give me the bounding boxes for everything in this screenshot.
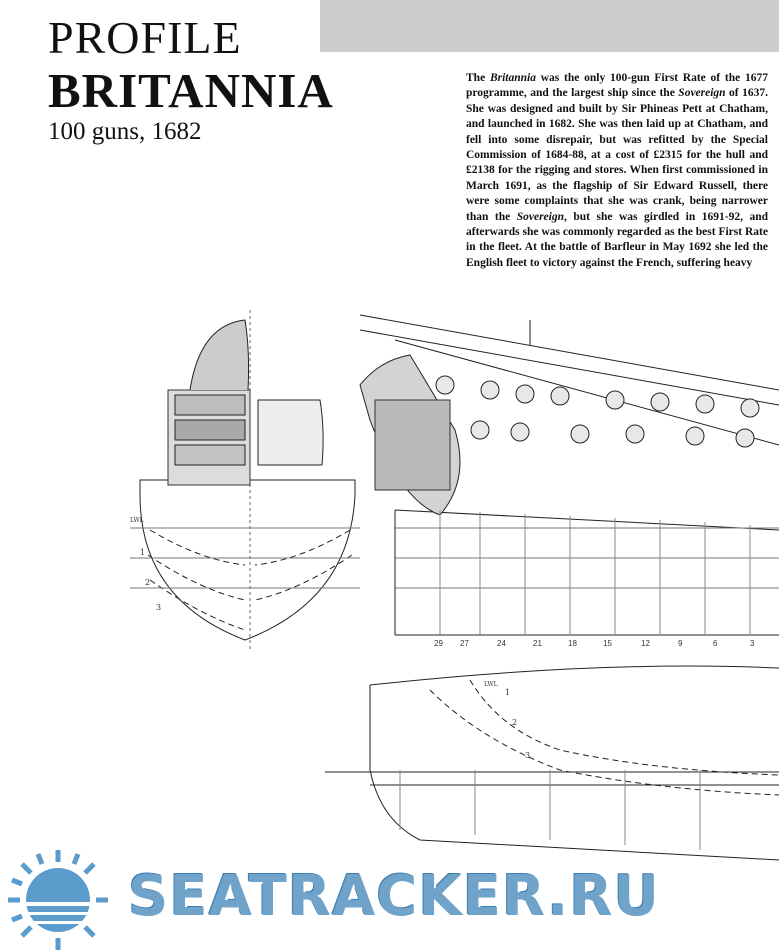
body-plan bbox=[130, 310, 360, 650]
lwl-label-left: LWL bbox=[130, 517, 144, 524]
waterline-1-label: 1 bbox=[140, 548, 146, 557]
text-part-1: The bbox=[466, 72, 490, 84]
text-part-2: was the only 100-gun First Rate of the 1677 programme, and the largest ship since the bbox=[466, 72, 769, 100]
history-text bbox=[466, 71, 768, 271]
header-band bbox=[320, 0, 779, 52]
ship-name: BRITANNIA bbox=[48, 63, 334, 118]
text-italic-2: Sovereign bbox=[678, 87, 726, 100]
frame-3: 3 bbox=[750, 639, 755, 648]
frame-numbers bbox=[434, 639, 755, 648]
plan-waterline-2: 2 bbox=[512, 718, 518, 727]
frame-12: 12 bbox=[641, 639, 650, 648]
half-breadth-plan bbox=[325, 666, 779, 860]
watermark-text: SEATRACKER.RU bbox=[128, 864, 661, 929]
sun-icon bbox=[8, 850, 108, 950]
frame-9: 9 bbox=[678, 639, 683, 648]
waterline-2-label: 2 bbox=[145, 578, 151, 587]
waterline-3-label: 3 bbox=[156, 603, 162, 612]
frame-6: 6 bbox=[713, 639, 718, 648]
text-part-4: , but she was girdled in 1691-92, and afterwards she was commonly regarded as the best First Rate in the fleet. At the battle of Barfleur in May 1692 she led the English fleet to victory against the French, suffering heavy bbox=[466, 210, 769, 269]
lwl-label-plan: LWL bbox=[484, 681, 498, 688]
text-part-3: of 1637. She was designed and built by Sir Phineas Pett at Chatham, and launched in 1682. She was then laid up at Chatham, and fell into some disrepair, but was refitted by the Special Commission of 1684-88, at a cost of £2315 for the hull and £2138 for the rigging and stores. When first commissioned in March 1691, as the flagship of Sir Edward Russell, there were some complaints that she was crank, being narrower than the bbox=[466, 87, 768, 223]
frame-24: 24 bbox=[497, 639, 506, 648]
ship-subtitle: 100 guns, 1682 bbox=[48, 118, 202, 145]
title-block bbox=[48, 14, 334, 146]
ship-plan-drawing bbox=[0, 300, 779, 880]
frame-21: 21 bbox=[533, 639, 542, 648]
frame-29: 29 bbox=[434, 639, 443, 648]
frame-15: 15 bbox=[603, 639, 612, 648]
frame-18: 18 bbox=[568, 639, 577, 648]
sheer-plan bbox=[360, 315, 779, 635]
plan-waterline-3: 3 bbox=[525, 751, 531, 760]
frame-27: 27 bbox=[460, 639, 469, 648]
plan-waterline-1: 1 bbox=[505, 688, 511, 697]
text-italic-3: Sovereign bbox=[516, 210, 564, 223]
section-title: PROFILE bbox=[48, 12, 242, 63]
text-italic-1: Britannia bbox=[489, 72, 536, 84]
